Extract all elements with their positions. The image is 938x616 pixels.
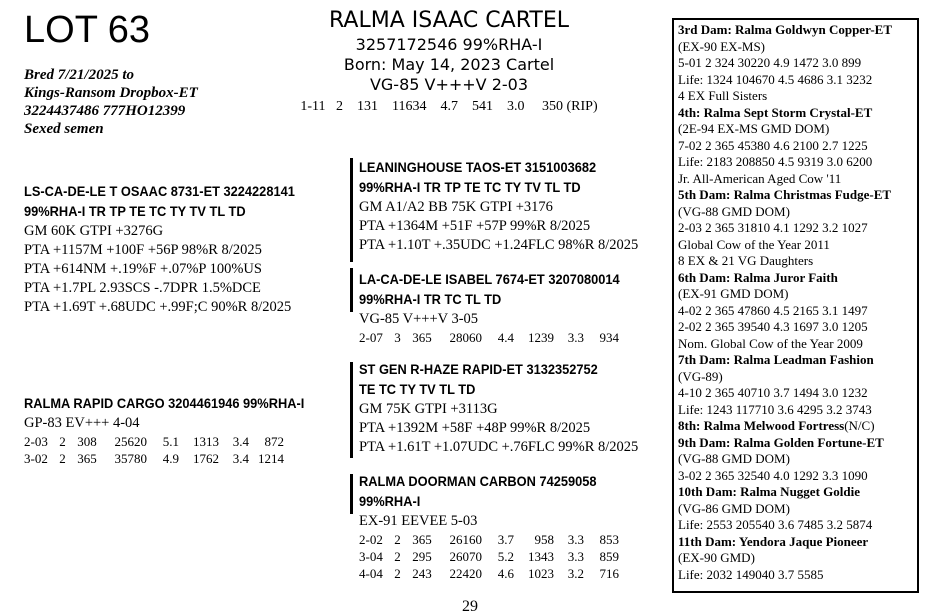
dam-dam-class: EX-91 EEVEE 5-03 [359, 513, 478, 529]
pedigree-text: 5-01 2 324 30220 4.9 1472 3.0 899 [678, 55, 862, 70]
record-cell: 365 [412, 532, 432, 547]
record-cell: 2-03 [24, 434, 48, 449]
pedigree-detail [678, 154, 918, 171]
record-cell: 3.3 [567, 549, 584, 564]
pedigree-text: 10th Dam: Ralma Nugget Goldie [678, 484, 860, 499]
record-cell: 3.3 [567, 330, 584, 345]
pedigree-dam-heading [678, 105, 918, 122]
pedigree-text: (EX-90 GMD) [678, 550, 755, 565]
pedigree-text: 6th Dam: Ralma Juror Faith [678, 269, 838, 285]
pedigree-detail [678, 88, 918, 105]
record-cell: 853 [599, 532, 619, 547]
sire-dam-class: VG-85 V+++V 3-05 [359, 311, 479, 327]
record-cell: 3.7 [497, 532, 514, 547]
pedigree-bracket [350, 474, 353, 514]
pedigree-dam-heading [678, 352, 918, 369]
record-cell: 3-04 [359, 549, 383, 564]
pedigree-detail [678, 171, 918, 188]
sire-sire-line: PTA +1.10T +.35UDC +1.24FLC 98%R 8/2025 [359, 237, 639, 253]
record-cell: 5.2 [497, 549, 514, 564]
record-row [359, 329, 619, 346]
pedigree-text: (EX-90 EX-MS) [678, 38, 766, 54]
animal-id: 3257172546 99%RHA-I [355, 35, 543, 54]
record-cell: 28060 [449, 330, 482, 345]
record-cell: 2 [394, 549, 401, 564]
breeding-info [24, 66, 198, 138]
stat: 2 [336, 99, 344, 114]
pedigree-bracket [350, 268, 353, 312]
record-cell: 4-04 [359, 566, 383, 581]
record-cell: 2-02 [359, 532, 383, 547]
pedigree-text: 9th Dam: Ralma Golden Fortune-ET [678, 434, 884, 450]
stat: 11634 [392, 99, 427, 114]
pedigree-dam-heading [678, 22, 918, 39]
pedigree-detail [678, 39, 918, 56]
record-cell: 308 [77, 434, 97, 449]
breeding-line: 3224437486 777HO12399 [24, 103, 186, 119]
dam-sire-line: GM 75K GTPI +3113G [359, 401, 498, 417]
dam-records [24, 433, 284, 467]
pedigree-detail [678, 385, 918, 402]
record-row [359, 531, 619, 548]
sire-line: PTA +1157M +100F +56P 98%R 8/2025 [24, 242, 262, 258]
stat: 4.7 [440, 99, 458, 114]
stat: 350 (RIP) [542, 99, 598, 114]
record-row [359, 548, 619, 565]
pedigree-text: 7th Dam: Ralma Leadman Fashion [678, 352, 874, 367]
record-cell: 26070 [449, 549, 482, 564]
pedigree-text: 4-02 2 365 47860 4.5 2165 3.1 1497 [678, 302, 868, 318]
breeding-line: Bred 7/21/2025 to [24, 67, 135, 83]
stat: 1-11 [300, 99, 326, 114]
pedigree-text: Life: 2183 208850 4.5 9319 3.0 6200 [678, 154, 873, 169]
record-cell: 295 [412, 549, 432, 564]
pedigree-text: 8th: Ralma Melwood Fortress [678, 418, 845, 433]
pedigree-text: 8 EX & 21 VG Daughters [678, 253, 814, 268]
stat: 3.0 [507, 99, 525, 114]
breeding-line: Kings-Ransom Dropbox-ET [24, 85, 198, 101]
lot-number: LOT 63 [24, 9, 151, 51]
pedigree-text: (VG-88 GMD DOM) [678, 203, 790, 219]
pedigree-suffix: (N/C) [844, 418, 875, 433]
page-number: 29 [462, 598, 478, 615]
animal-name: RALMA ISAAC CARTEL [329, 8, 569, 33]
pedigree-text: (EX-91 GMD DOM) [678, 286, 789, 301]
record-cell: 3.4 [232, 451, 249, 466]
record-cell: 5.1 [162, 434, 179, 449]
pedigree-detail [678, 468, 918, 485]
record-cell: 1313 [193, 434, 219, 449]
pedigree-text: 3rd Dam: Ralma Goldwyn Copper-ET [678, 22, 893, 37]
pedigree-detail [678, 204, 918, 221]
pedigree-text: (VG-88 GMD DOM) [678, 451, 790, 466]
record-cell: 25620 [114, 434, 147, 449]
record-cell: 2 [394, 566, 401, 581]
pedigree-text: 5th Dam: Ralma Christmas Fudge-ET [678, 187, 892, 202]
dam-dam-block [359, 472, 619, 582]
pedigree-dam-heading [678, 435, 918, 452]
animal-born: Born: May 14, 2023 Cartel [343, 55, 555, 74]
sire-dam-name-2: 99%RHA-I TR TC TL TD [359, 292, 502, 307]
record-cell: 3.3 [567, 532, 584, 547]
dam-block [24, 394, 319, 467]
pedigree-text: 11th Dam: Yendora Jaque Pioneer [678, 533, 869, 549]
pedigree-detail [678, 402, 918, 419]
record-cell: 22420 [449, 566, 482, 581]
record-cell: 716 [599, 566, 619, 581]
pedigree-text: 3-02 2 365 32540 4.0 1292 3.3 1090 [678, 467, 868, 483]
sire-name-2: 99%RHA-I TR TP TE TC TY TV TL TD [24, 204, 246, 219]
record-cell: 2-07 [359, 330, 383, 345]
pedigree-detail [678, 336, 918, 353]
pedigree-detail [678, 451, 918, 468]
dam-class: GP-83 EV+++ 4-04 [24, 415, 140, 431]
pedigree-detail [678, 369, 918, 386]
pedigree-text: 4 EX Full Sisters [678, 88, 768, 103]
sire-dam-name: LA-CA-DE-LE ISABEL 7674-ET 3207080014 [359, 272, 620, 287]
record-row [24, 433, 284, 450]
pedigree-text: Life: 1243 117710 3.6 4295 3.2 3743 [678, 401, 872, 417]
pedigree-detail [678, 220, 918, 237]
stat: 131 [357, 99, 379, 114]
sire-name: LS-CA-DE-LE T OSAAC 8731-ET 3224228141 [24, 184, 295, 199]
pedigree-dam-heading [678, 534, 918, 551]
pedigree-detail [678, 501, 918, 518]
sire-sire-name: LEANINGHOUSE TAOS-ET 3151003682 [359, 160, 597, 175]
pedigree-text: (VG-89) [678, 368, 723, 384]
pedigree-detail [678, 253, 918, 270]
pedigree-dam-heading [678, 484, 918, 501]
sire-dam-block [359, 270, 633, 346]
record-cell: 934 [599, 330, 619, 345]
record-cell: 26160 [449, 532, 482, 547]
record-cell: 365 [77, 451, 97, 466]
record-cell: 365 [412, 330, 432, 345]
stat: 541 [472, 99, 493, 114]
pedigree-list [678, 22, 918, 583]
pedigree-detail [678, 303, 918, 320]
pedigree-text: 4th: Ralma Sept Storm Crystal-ET [678, 104, 873, 120]
record-cell: 2 [59, 451, 66, 466]
record-cell: 1762 [193, 451, 219, 466]
record-cell: 4.9 [162, 451, 179, 466]
breeding-line: Sexed semen [24, 121, 104, 137]
record-cell: 859 [599, 549, 619, 564]
pedigree-text: Jr. All-American Aged Cow '11 [678, 170, 842, 186]
pedigree-text: Life: 2032 149040 3.7 5585 [678, 566, 824, 582]
pedigree-detail [678, 550, 918, 567]
pedigree-detail [678, 286, 918, 303]
record-row [24, 450, 284, 467]
record-cell: 4.6 [497, 566, 514, 581]
pedigree-text: 2-03 2 365 31810 4.1 1292 3.2 1027 [678, 220, 868, 235]
dam-dam-name-2: 99%RHA-I [359, 494, 421, 509]
sire-dam-records [359, 329, 619, 346]
pedigree-detail [678, 319, 918, 336]
pedigree-detail [678, 517, 918, 534]
dam-sire-name-2: TE TC TY TV TL TD [359, 382, 476, 397]
pedigree-detail [678, 237, 918, 254]
sire-line: PTA +1.69T +.68UDC +.99F;C 90%R 8/2025 [24, 299, 292, 315]
animal-stats [260, 99, 638, 115]
sire-line: PTA +614NM +.19%F +.07%P 100%US [24, 261, 262, 277]
pedigree-bracket [350, 158, 353, 262]
pedigree-text: (2E-94 EX-MS GMD DOM) [678, 121, 830, 136]
record-cell: 1343 [528, 549, 554, 564]
pedigree-text: Nom. Global Cow of the Year 2009 [678, 335, 863, 351]
record-cell: 3.4 [232, 434, 249, 449]
pedigree-text: (VG-86 GMD DOM) [678, 500, 790, 516]
pedigree-text: Life: 2553 205540 3.6 7485 3.2 5874 [678, 517, 873, 532]
record-cell: 35780 [114, 451, 147, 466]
sire-sire-name-2: 99%RHA-I TR TP TE TC TY TV TL TD [359, 180, 581, 195]
pedigree-bracket [350, 362, 353, 458]
record-cell: 958 [534, 532, 554, 547]
pedigree-detail [678, 72, 918, 89]
dam-sire-line: PTA +1.61T +1.07UDC +.76FLC 99%R 8/2025 [359, 439, 639, 455]
pedigree-text: 2-02 2 365 39540 4.3 1697 3.0 1205 [678, 319, 868, 334]
dam-sire-name: ST GEN R-HAZE RAPID-ET 3132352752 [359, 362, 598, 377]
sire-block [24, 182, 309, 317]
record-cell: 1239 [528, 330, 554, 345]
record-cell: 3.2 [567, 566, 584, 581]
dam-sire-block [359, 360, 638, 457]
pedigree-text: 4-10 2 365 40710 3.7 1494 3.0 1232 [678, 385, 868, 400]
record-cell: 2 [59, 434, 66, 449]
record-cell: 3-02 [24, 451, 48, 466]
sire-line: GM 60K GTPI +3276G [24, 223, 164, 239]
sire-sire-line: PTA +1364M +51F +57P 99%R 8/2025 [359, 218, 591, 234]
record-row [359, 565, 619, 582]
pedigree-detail [678, 567, 918, 584]
pedigree-text: Global Cow of the Year 2011 [678, 236, 830, 252]
animal-classification: VG-85 V+++V 2-03 [369, 75, 529, 94]
sire-line: PTA +1.7PL 2.93SCS -.7DPR 1.5%DCE [24, 280, 261, 296]
record-cell: 243 [412, 566, 432, 581]
record-cell: 4.4 [497, 330, 514, 345]
pedigree-detail [678, 121, 918, 138]
sire-sire-line: GM A1/A2 BB 75K GTPI +3176 [359, 199, 553, 215]
record-cell: 1023 [528, 566, 554, 581]
pedigree-text: 7-02 2 365 45380 4.6 2100 2.7 1225 [678, 137, 868, 153]
pedigree-dam-heading [678, 270, 918, 287]
pedigree-detail [678, 55, 918, 72]
dam-dam-name: RALMA DOORMAN CARBON 74259058 [359, 474, 597, 489]
dam-dam-records [359, 531, 619, 582]
record-cell: 2 [394, 532, 401, 547]
record-cell: 1214 [258, 451, 284, 466]
sire-sire-block [359, 158, 638, 255]
pedigree-detail [678, 138, 918, 155]
record-cell: 3 [394, 330, 401, 345]
pedigree-dam-heading [678, 418, 918, 435]
pedigree-dam-heading [678, 187, 918, 204]
pedigree-text: Life: 1324 104670 4.5 4686 3.1 3232 [678, 71, 873, 87]
dam-name: RALMA RAPID CARGO 3204461946 99%RHA-I [24, 396, 305, 411]
dam-sire-line: PTA +1392M +58F +48P 99%R 8/2025 [359, 420, 591, 436]
record-cell: 872 [264, 434, 284, 449]
